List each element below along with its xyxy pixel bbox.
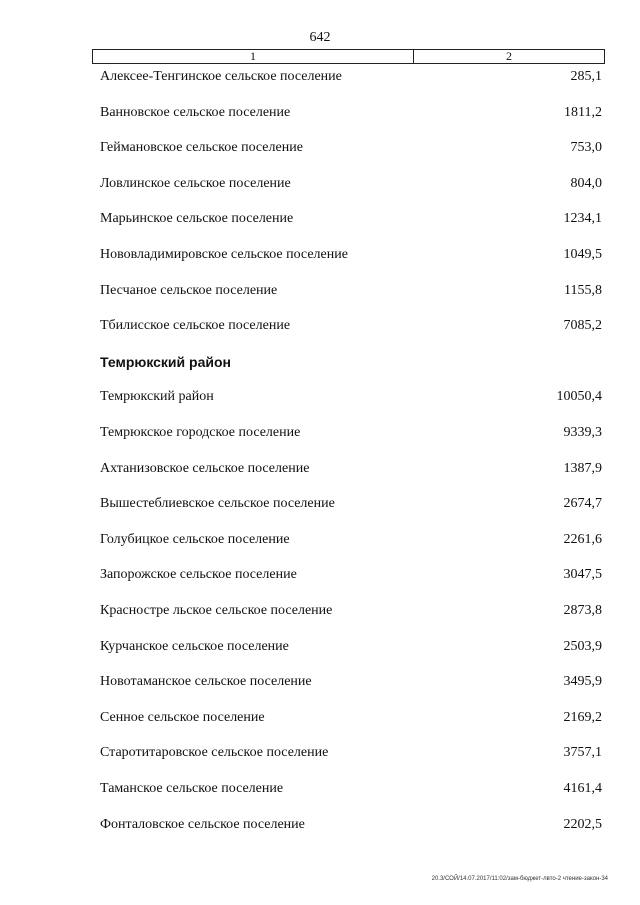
table-column-header [92,49,605,64]
row-name: Старотитаровское сельское поселение [100,745,329,761]
row-name: Таманское сельское поселение [100,781,284,796]
row-value: 9339,3 [563,425,602,440]
row-value: 7085,2 [563,318,602,334]
row-value: 10050,4 [556,389,602,405]
table-row [100,566,602,584]
row-value: 1049,5 [563,247,602,262]
row-value: 1811,2 [564,104,602,120]
row-name: Сенное сельское поселение [100,709,265,725]
footer-file-path: 20.3/СОЙ/14.07.2017/11:02/зам-бюджет-лвто-2 чтение-закон-34 [431,876,608,882]
row-value: 804,0 [570,175,602,191]
row-name: Тбилисское сельское поселение [100,318,291,334]
row-value: 753,0 [570,140,602,156]
table-row [100,780,602,798]
row-name: Марьинское сельское поселение [100,211,294,227]
row-value: 2674,7 [563,496,602,512]
table-row [100,424,602,442]
row-value: 285,1 [570,69,602,84]
table-row [100,104,602,122]
table-row [100,816,602,834]
row-name: Новотаманское сельское поселение [100,674,312,690]
row-value: 1387,9 [563,460,602,476]
row-name: Нововладимировское сельское поселение [100,247,348,262]
row-name: Песчаное сельское поселение [100,282,278,298]
row-value: 2873,8 [563,603,602,618]
table-row [100,139,602,157]
table-row [100,744,602,762]
row-value: 3047,5 [563,567,602,583]
row-name: Голубицкое сельское поселение [100,531,290,547]
row-value: 2169,2 [563,709,602,725]
table-row [100,68,602,86]
row-value: 4161,4 [563,781,602,796]
row-name: Темрюкский район [100,389,214,405]
table-row [100,495,602,513]
table-row [100,175,602,193]
section-heading-row [100,353,602,371]
row-name: Красностре льское сельское поселение [100,603,333,618]
table-row [100,246,602,264]
row-value: 3495,9 [563,674,602,690]
column-2-header: 2 [506,49,512,63]
table-row [100,673,602,691]
section-heading: Темрюкский район [100,353,231,370]
table-row [100,460,602,478]
row-name: Ванновское сельское поселение [100,104,291,120]
row-value: 1155,8 [564,282,602,298]
row-value: 2202,5 [563,816,602,832]
table-row [100,602,602,620]
row-value: 3757,1 [563,745,602,761]
row-name: Ловлинское сельское поселение [100,175,291,191]
row-name: Вышестеблиевское сельское поселение [100,496,335,512]
table-row [100,210,602,228]
row-name: Ахтанизовское сельское поселение [100,460,310,476]
row-name: Алексее-Тенгинское сельское поселение [100,69,342,84]
table-row [100,709,602,727]
table-row [100,531,602,549]
row-value: 1234,1 [563,211,602,227]
table-row [100,282,602,300]
table-row [100,317,602,335]
row-name: Темрюкское городское поселение [100,425,301,440]
row-name: Запорожское сельское поселение [100,567,297,583]
row-name: Геймановское сельское поселение [100,140,303,156]
row-value: 2261,6 [563,531,602,547]
row-value: 2503,9 [563,638,602,654]
table-row [100,638,602,656]
page-number: 642 [309,30,331,45]
row-name: Фонталовское сельское поселение [100,816,305,832]
row-name: Курчанское сельское поселение [100,638,289,654]
column-1-header: 1 [93,50,414,63]
table-row [100,388,602,406]
